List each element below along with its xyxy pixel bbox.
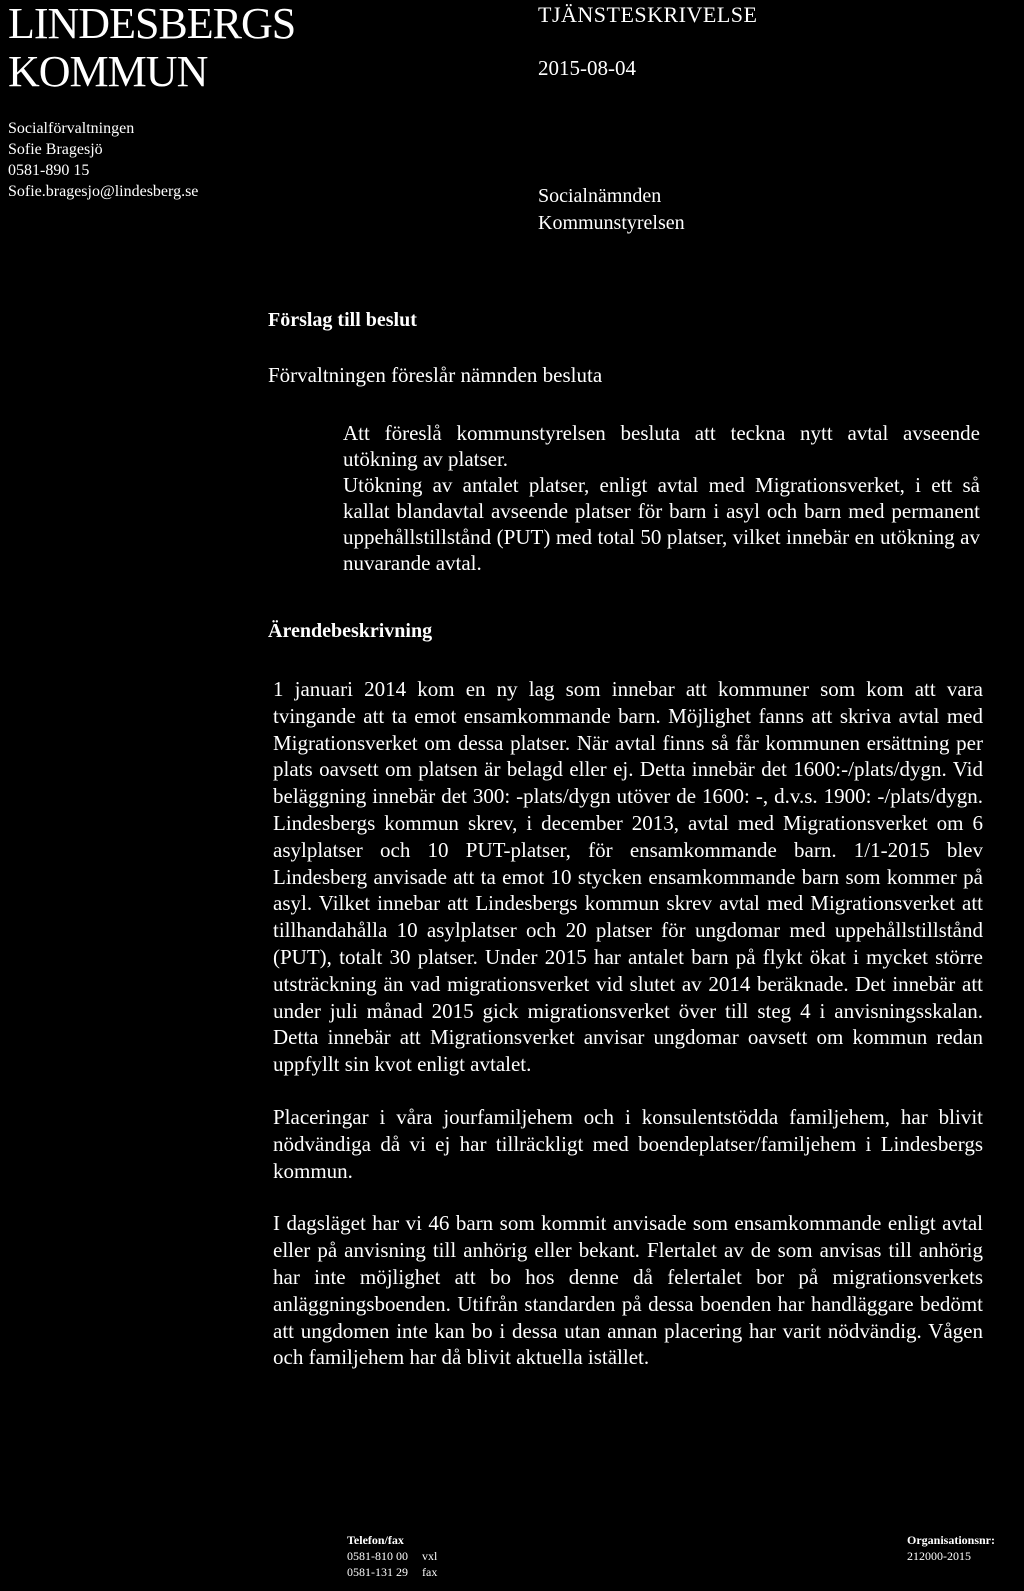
sender-email[interactable]: Sofie.bragesjo@lindesberg.se [8, 183, 199, 200]
case-description [273, 676, 983, 1397]
footer-contact [347, 1532, 437, 1580]
case-paragraph-3: I dagsläget har vi 46 barn som kommit anvisade som ensamkommande enligt avtal eller på anvisning till anhörig eller bekant. Flertalet av de som anvisas till anhörig har inte möjlighet att bo hos denne då felertalet bor på migrationsverkets anläggningsboenden. Utifrån standarden på dessa boenden har handläggare bedömt att ungdomen inte kan bo i dessa utan annan placering har varit nödvändig. Vågen och familjehem har då blivit aktuella istället. [273, 1211, 983, 1370]
logo-line-1: LINDESBERGS [8, 0, 296, 48]
sender-phone: 0581-890 15 [8, 162, 90, 179]
sender-block [8, 118, 198, 202]
municipality-logo [8, 0, 295, 96]
proposal-intro: Förvaltningen föreslår nämnden besluta [268, 363, 603, 387]
logo-line-2: KOMMUN [8, 47, 208, 96]
footer-phone-row [347, 1548, 437, 1564]
document-date: 2015-08-04 [538, 56, 636, 80]
footer-phone-suffix: vxl [422, 1549, 438, 1563]
footer-phone-number: 0581-810 00 [347, 1549, 408, 1563]
proposal-text [343, 420, 980, 576]
proposal-paragraph-2: Utökning av antalet platser, enligt avtal med Migrationsverket, i ett så kallat blandavtal avseende platser för barn i asyl och barn med permanent uppehållstillstånd (PUT) med total 50 platser, vilket innebär en utökning av nuvarande avtal. [343, 473, 980, 575]
document-type: TJÄNSTESKRIVELSE [538, 2, 758, 27]
proposal-paragraph-1: Att föreslå kommunstyrelsen besluta att teckna nytt avtal avseende utökning av platser. [343, 421, 980, 471]
sender-name: Sofie Bragesjö [8, 141, 103, 158]
footer-org-label: Organisationsnr: [907, 1533, 996, 1547]
case-paragraph-1: 1 januari 2014 kom en ny lag som innebar att kommuner som kom att vara tvingande att ta emot ensamkommande barn. Möjlighet fanns att skriva avtal med Migrationsverket om dessa platser. När avtal finns så får kommunen ersättning per plats oavsett om platsen är belagd eller ej. Detta innebär det 1600:-/plats/dygn. Vid beläggning innebär det 300: -plats/dygn utöver de 1600: -, d.v.s. 1900: -/plats/dygn. Lindesbergs kommun skrev, i december 2013, avtal med Migrationsverket om 6 asylplatser och 10 PUT-platser, för ensamkommande barn. 1/1-2015 blev Lindesberg anvisade att ta emot 10 stycken ensamkommande barn som kommer på asyl. Vilket innebar att Lindesbergs kommun skrev avtal med Migrationsverket att tillhandahålla 10 asylplatser och 20 platser för ungdomar med uppehållstillstånd (PUT), totalt 30 platser. Under 2015 har antalet barn på flykt ökat i mycket större utsträckning än vad migrationsverket vid slutet av 2014 beräknade. Det innebär att under juli månad 2015 gick migrationsverket över till steg 4 i anvisningsskalan. Detta innebär att Migrationsverket anvisar ungdomar oavsett om kommun redan uppfyllt sin kvot enligt avtalet. [273, 677, 983, 1077]
footer-fax-row [347, 1564, 437, 1580]
recipient-1: Socialnämnden [538, 185, 662, 207]
proposal-heading: Förslag till beslut [268, 309, 417, 331]
sender-department: Socialförvaltningen [8, 120, 135, 137]
footer-org-number: 212000-2015 [907, 1549, 971, 1563]
footer-org [907, 1532, 995, 1564]
footer-fax-number: 0581-131 29 [347, 1565, 408, 1579]
footer-phone-label: Telefon/fax [347, 1533, 404, 1547]
case-heading: Ärendebeskrivning [268, 620, 433, 642]
recipient-2: Kommunstyrelsen [538, 212, 685, 234]
footer-fax-suffix: fax [422, 1565, 438, 1579]
recipients-block [538, 183, 685, 237]
case-paragraph-2: Placeringar i våra jourfamiljehem och i konsulentstödda familjehem, har blivit nödvändiga då vi ej har tillräckligt med boendeplatser/familjehem i Lindesbergs kommun. [273, 1104, 983, 1183]
